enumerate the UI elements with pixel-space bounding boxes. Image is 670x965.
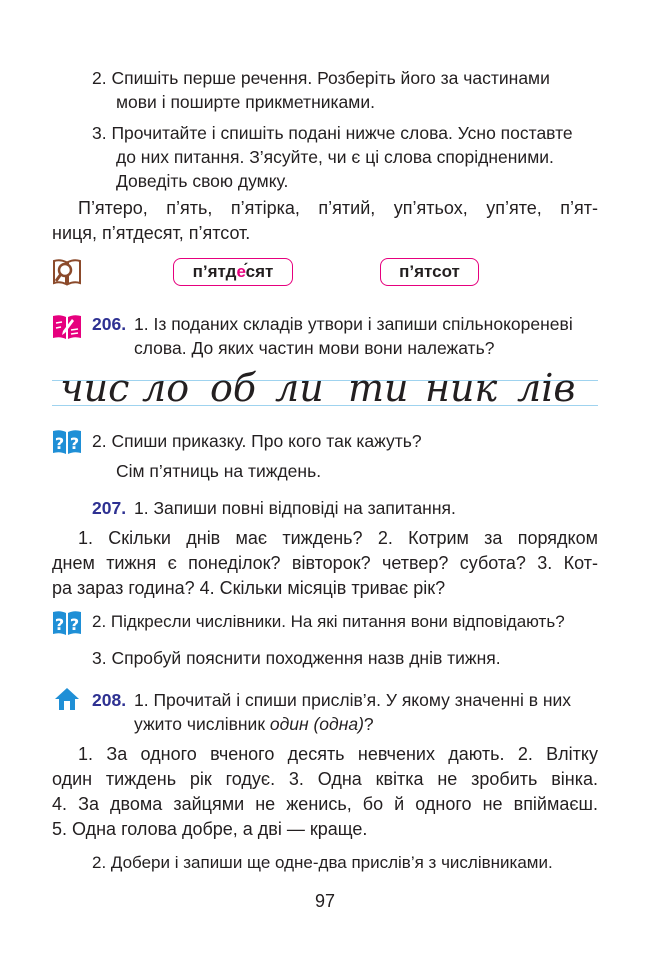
page-number: 97 — [314, 891, 336, 911]
exercise-number: 206. — [92, 314, 127, 334]
proverb-line-1: 1. За одного вченого десять невчених дають. 2. Влітку — [78, 744, 598, 764]
syllable: ти — [348, 366, 409, 410]
text-part: ? — [363, 714, 374, 734]
task-2-line-2: мови і поширте прикметниками. — [116, 92, 375, 112]
writing-task-icon — [52, 313, 82, 341]
ex206-task2: 2. Спиши приказку. Про кого так кажуть? — [92, 431, 422, 451]
proverb-line-4: 5. Одна голова добре, а дві — краще. — [52, 819, 368, 839]
question-icon — [52, 428, 82, 456]
ex208-task1-line-1: 1. Прочитай і спиши прислів’я. У якому значенні в них — [134, 690, 572, 710]
vocab-word-part: т — [451, 262, 460, 281]
syllable: чис — [60, 366, 130, 410]
vocab-word-box — [380, 258, 479, 286]
syllable: об — [210, 366, 257, 410]
question-line-1: 1. Скільки днів має тиждень? 2. Котрим за порядком — [78, 528, 598, 548]
task-3-line-2: до них питання. З’ясуйте, чи є ці слова спорідненими. — [116, 147, 554, 167]
vocab-word-part: п’ятд — [192, 262, 237, 281]
text-part: ужито числівник — [134, 714, 270, 734]
svg-text:?: ? — [69, 434, 80, 453]
emphasis-text: один (одна) — [269, 714, 364, 734]
task-3-line-1: 3. Прочитайте і спишіть подані нижче слова. Усно поставте — [92, 123, 573, 143]
vocabulary-icon — [52, 258, 82, 286]
vocab-word-box — [173, 258, 293, 286]
syllable: ник — [425, 366, 498, 410]
question-icon — [52, 609, 82, 637]
syllable: ли — [275, 366, 324, 410]
svg-text:?: ? — [54, 615, 65, 634]
vocab-word-part: п’ятсо — [399, 262, 452, 281]
ex206-task1-line-2: слова. До яких частин мови вони належать? — [134, 338, 495, 358]
home-task-icon — [54, 687, 80, 711]
vocab-word-highlight: е — [236, 262, 246, 281]
ex208-task1-line-2 — [134, 712, 374, 736]
syllable: лів — [517, 366, 576, 410]
ex207-task3: 3. Спробуй пояснити походження назв днів тижня. — [92, 648, 501, 668]
question-line-3: ра зараз година? 4. Скільки місяців триває рік? — [52, 578, 446, 598]
proverb-line-2: один тиждень рік годує. 3. Одна квітка не зробить вінка. — [52, 769, 598, 789]
svg-text:?: ? — [54, 434, 65, 453]
vocab-word-part: сят ́ — [246, 262, 274, 281]
syllable: ло — [142, 366, 190, 410]
ex208-task2: 2. Добери і запиши ще одне-два прислів’я з числівниками. — [92, 853, 553, 872]
ex206-task1-line-1: 1. Із поданих складів утвори і запиши спільнокореневі — [134, 314, 573, 334]
exercise-number: 208. — [92, 690, 127, 710]
word-list-line-2: ниця, п’ятдесят, п’ятсот. — [52, 223, 251, 243]
word-list-line-1: П’ятеро, п’ять, п’ятірка, п’ятий, уп’ятьох, уп’яте, п’ят- — [78, 198, 598, 218]
proverb-line-3: 4. За двома зайцями не женись, бо й одного не впіймаєш. — [52, 794, 598, 814]
ex207-task2: 2. Підкресли числівники. На які питання вони відповідають? — [92, 612, 565, 631]
question-line-2: днем тижня є понеділок? вівторок? четвер? субота? 3. Кот- — [52, 553, 598, 573]
task-3-line-3: Доведіть свою думку. — [116, 171, 289, 191]
proverb: Сім п’ятниць на тиждень. — [116, 461, 322, 481]
task-2-line-1: 2. Спишіть перше речення. Розберіть його за частинами — [92, 68, 550, 88]
ex207-task1: 1. Запиши повні відповіді на запитання. — [134, 498, 456, 518]
exercise-number: 207. — [92, 498, 127, 518]
svg-text:?: ? — [69, 615, 80, 634]
